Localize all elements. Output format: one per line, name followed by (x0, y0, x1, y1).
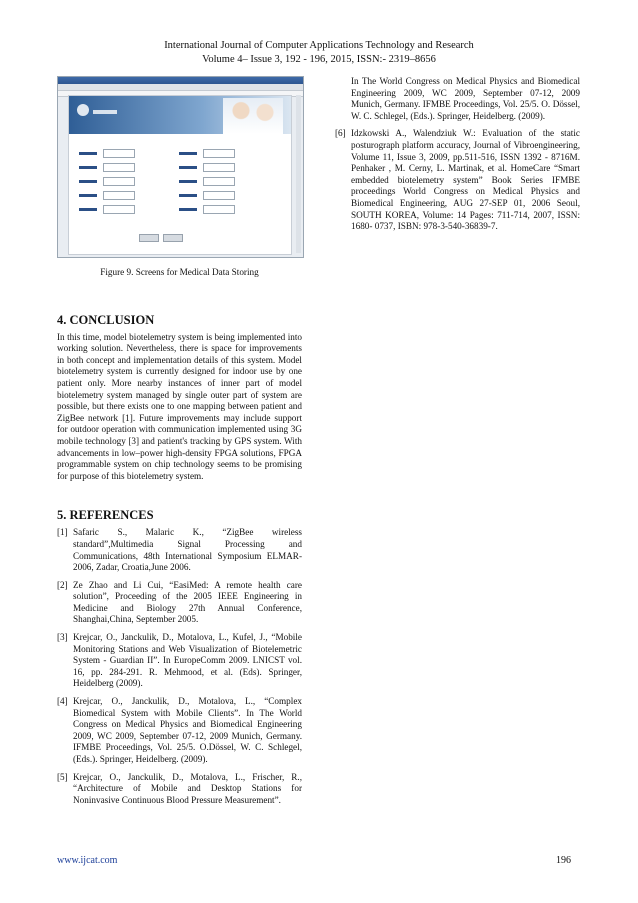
figure-form-row (79, 148, 279, 159)
reference-text: Krejcar, O., Janckulik, D., Motalova, L., “Complex Biomedical System with Mobile Clients”. In The World Congress on Medical Physics and Biomedical Engineering 2009, WC 2009, September 07-12, 2009 Munich, Germany. IFMBE Proceedings, Vol. 25/5. O.Dössel, W. C. Schlegel, (Eds.). Springer, Heidelberg. (2009). (73, 696, 302, 764)
reference-number: [5] (57, 771, 68, 782)
figure-logo-icon (77, 104, 89, 116)
figure-form (79, 148, 279, 218)
reference-text: Krejcar, O., Janckulik, D., Motalova, L., Kufel, J., “Mobile Monitoring Stations and Web Visualization of Biotelemetric System - Guardian II”. In EuropeComm 2009. LNICST vol. 16, pp. 284-291. R. Mehmood, et al. (Eds). Springer, Heidelberg (2009). (73, 632, 302, 689)
reference-item (57, 632, 302, 690)
figure-form-row (79, 204, 279, 215)
reference-item (57, 527, 302, 573)
references-heading: 5. REFERENCES (57, 508, 154, 523)
figure-form-row (79, 190, 279, 201)
page-number: 196 (556, 855, 571, 866)
reference-text: Idzkowski A., Walendziuk W.: Evaluation of the static posturograph platform accuracy, Journal of Vibroengineering, Volume 11, Issue 3, 2009, pp.511-516, ISSN 1392 - 8716M. Penhaker , M. Cerny, L. Martinak, et al. HomeCare “Smart embedded biotelemetry system” Book Series IFMBE proceedings World Congress on Medical Physics and Biomedical Engineering, AUG 27-SEP 01, 2006 Seoul, SOUTH KOREA, Volume: 14 Pages: 711-714, 2007, ISSN: 1680- 0737, ISBN: 978-3-540-36839-7. (351, 128, 580, 232)
figure-caption: Figure 9. Screens for Medical Data Storing (100, 267, 259, 277)
conclusion-body: In this time, model biotelemetry system is being implemented into working solution. Nevertheless, there is space for improvements in both concept and implementation details of this system. Model biotelemetry system is currently designed for indoor use by one patient only. More nearby instances of inner part of model biotelemetry system managed by single outer part of system are possible, but there exists one to one mapping between patient and ZigBee network [1]. Future improvements may include support for outdoor operation with communication implemented using 3G mobile technology [3] and patient's tracking by GPS system. With advancements in low–power high-density FPGA solutions, FPGA programmable system on chip technology seems to be promising for purpose of this biotelemetry system. (57, 331, 302, 481)
journal-volume: Volume 4– Issue 3, 192 - 196, 2015, ISSN:- 2319–8656 (202, 54, 436, 65)
figure-logo-text (93, 110, 117, 114)
journal-title: International Journal of Computer Applications Technology and Research (164, 40, 474, 51)
figure-banner (69, 96, 291, 134)
figure-window-toolbar (58, 84, 303, 91)
reference-text: Ze Zhao and Li Cui, “EasiMed: A remote health care solution”, Proceeding of the 2005 IEEE Engineering in Medicine and Biology 27th Annual Conference, Shanghai,China, September 2005. (73, 579, 302, 625)
journal-header (0, 39, 638, 67)
reference-number: [6] (335, 128, 346, 139)
right-column (335, 76, 580, 239)
figure-scrollbar (296, 95, 301, 253)
reference-item (57, 696, 302, 766)
reference-number: [1] (57, 527, 68, 538)
reference-item (57, 580, 302, 626)
figure-window-titlebar (58, 77, 303, 84)
reference-item (57, 772, 302, 807)
figure-doctors-image (223, 98, 283, 134)
reference-item (335, 128, 580, 232)
figure-form-row (79, 162, 279, 173)
reference-text: In The World Congress on Medical Physics and Biomedical Engineering 2009, WC 2009, September 07-12, 2009 Munich, Germany. IFMBE Proceedings, Vol. 25/5. O. Dössel, W. C. Schlegel, (Eds.). Springer, Heidelberg. (2009). (351, 76, 580, 121)
figure-web-page (68, 95, 292, 255)
figure-form-row (79, 176, 279, 187)
reference-text: Krejcar, O., Janckulik, D., Motalova, L., Frischer, R., “Architecture of Mobile and Desktop Stations for Noninvasive Continuous Blood Pressure Measurement”. (73, 771, 302, 805)
reference-continuation (335, 76, 580, 122)
reference-number: [3] (57, 632, 68, 643)
reference-number: [4] (57, 696, 68, 707)
figure-screenshot (57, 76, 304, 258)
figure-form-buttons (139, 234, 187, 246)
conclusion-heading: 4. CONCLUSION (57, 312, 155, 327)
left-column (57, 76, 302, 812)
reference-text: Safaric S., Malaric K., “ZigBee wireless standard”,Multimedia Signal Processing and Communications, 48th International Symposium ELMAR-2006, Zadar, Croatia,June 2006. (73, 527, 302, 573)
reference-number: [2] (57, 579, 68, 590)
footer-url-link[interactable]: www.ijcat.com (57, 855, 118, 866)
